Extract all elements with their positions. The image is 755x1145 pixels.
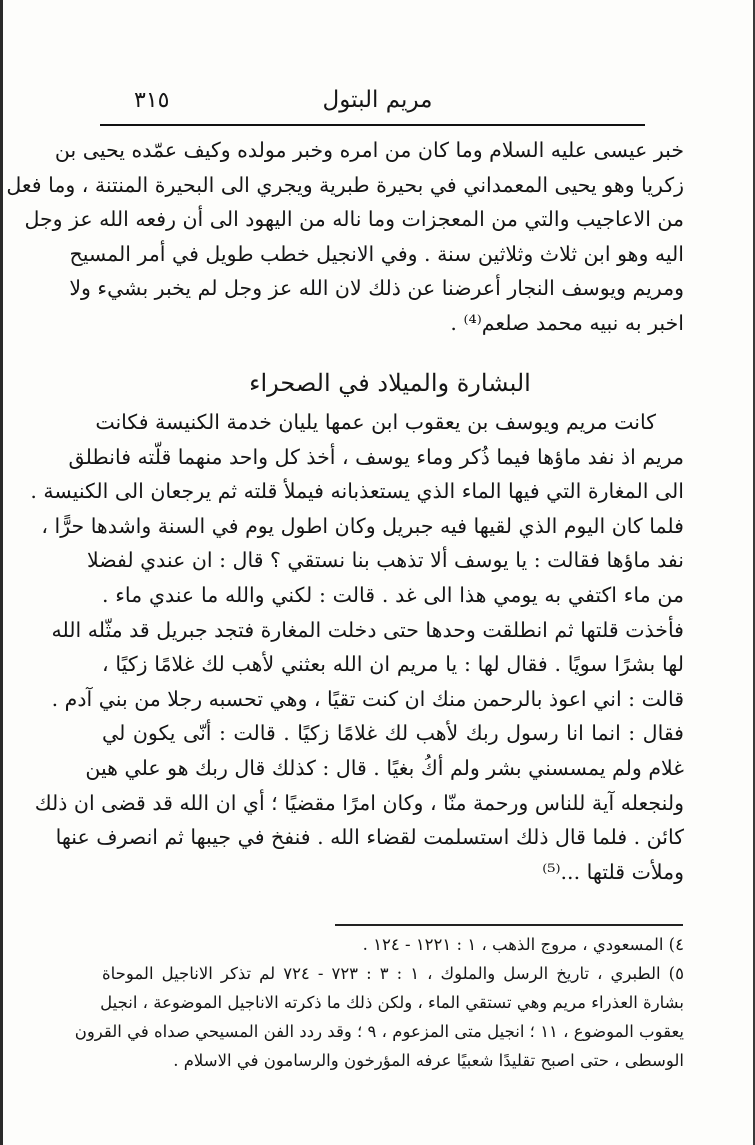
text-line: اليه وهو ابن ثلاث وثلاثين سنة . وفي الانجيل خطب طويل في أمر المسيح — [69, 241, 684, 266]
text-line: ولنجعله آية للناس ورحمة منّا ، وكان امرًا مقضيًا ؛ أي ان الله قد قضى ان ذلك — [34, 790, 684, 815]
text-line: فقال : انما انا رسول ربك لأهب لك غلامًا زكيًا . قالت : أنّى يكون لي — [102, 721, 684, 746]
text-line: لها بشرًا سويًا . فقال لها : يا مريم ان الله بعثني لأهب لك غلامًا زكيًا ، — [102, 652, 684, 677]
header-rule — [100, 124, 645, 126]
running-header — [100, 84, 655, 120]
section-heading: البشارة والميلاد في الصحراء — [249, 369, 531, 397]
text-line: كائن . فلما قال ذلك استسلمت لقضاء الله . فنفخ في جيبها ثم انصرف عنها — [55, 825, 684, 850]
page-number: ٣١٥ — [134, 88, 170, 113]
footnote-line: ٥) الطبري ، تاريخ الرسل والملوك ، ١ : ٣ : ٧٢٣ - ٧٢٤ لم تذكر الاناجيل الموحاة — [102, 964, 684, 983]
text-line: كانت مريم ويوسف بن يعقوب ابن عمها يليان خدمة الكنيسة فكانت — [95, 410, 656, 434]
text-line: مريم اذ نفد ماؤها فيما ذُكر وماء يوسف ، أخذ كل واحد منهما قلّته فانطلق — [68, 444, 684, 469]
paragraph-2 — [30, 405, 684, 889]
text-line: فأخذت قلتها ثم انطلقت وحدها حتى دخلت المغارة فتجد جبريل قد مثّله الله — [51, 617, 684, 642]
text-line: ومريم ويوسف النجار أعرضنا عن ذلك لان الله عز وجل لم يخبر بشيء ولا — [69, 276, 684, 300]
text-line: اخبر به نبيه محمد صلعم⁽⁴⁾ . — [450, 310, 684, 335]
paragraph-1 — [6, 133, 684, 340]
text-line: من الاعاجيب والتي من المعجزات وما ناله من اليهود الى أن رفعه الله عز وجل — [24, 207, 684, 231]
footnote-line: بشارة العذراء مريم وهي تستقي الماء ، ولكن ذلك ما ذكرته الاناجيل الموضوعة ، انجيل — [100, 993, 684, 1012]
text-line: قالت : اني اعوذ بالرحمن منك ان كنت تقيًا ، وهي تحسبه رجلا من بني آدم . — [51, 686, 684, 711]
footnote-line: ٤) المسعودي ، مروج الذهب ، ١ : ١٢٢١ - ١٢٤ . — [362, 935, 684, 954]
text-line: فلما كان اليوم الذي لقيها فيه جبريل وكان اطول يوم في السنة واشدها حرًّا ، — [41, 513, 684, 538]
text-line: نفد ماؤها فقالت : يا يوسف ألا تذهب بنا نستقي ؟ قال : ان عندي لفضلا — [86, 548, 684, 573]
footnote-line: الوسطى ، حتى اصبح تقليدًا شعبيًا عرفه المؤرخون والرسامون في الاسلام . — [173, 1051, 684, 1070]
footnote-line: يعقوب الموضوع ، ١١ ؛ انجيل متى المزعوم ، ٩ ؛ وقد ردد الفن المسيحي صداه في القرون — [74, 1022, 684, 1041]
footnotes — [74, 930, 684, 1075]
scan-edge-left — [0, 0, 3, 1145]
text-line: وملأت قلتها ...⁽⁵⁾ — [542, 859, 684, 884]
text-line: خبر عيسى عليه السلام وما كان من امره وخبر مولده وكيف عمّده يحيى بن — [54, 138, 684, 162]
running-title: مريم البتول — [322, 87, 433, 113]
text-line: الى المغارة التي فيها الماء الذي يستعذبانه فيملأ قلته ثم يرجعان الى الكنيسة . — [30, 479, 684, 504]
footnote-rule — [335, 924, 683, 926]
text-line: غلام ولم يمسسني بشر ولم أكُ بغيًا . قال : كذلك قال ربك هو علي هين — [85, 755, 684, 780]
text-line: زكريا وهو يحيى المعمداني في بحيرة طبرية ويجري الى البحيرة المنتنة ، وما فعل — [6, 172, 684, 197]
text-line: من ماء اكتفي به يومي هذا الى غد . قالت : لكني والله ما عندي ماء . — [102, 582, 684, 607]
